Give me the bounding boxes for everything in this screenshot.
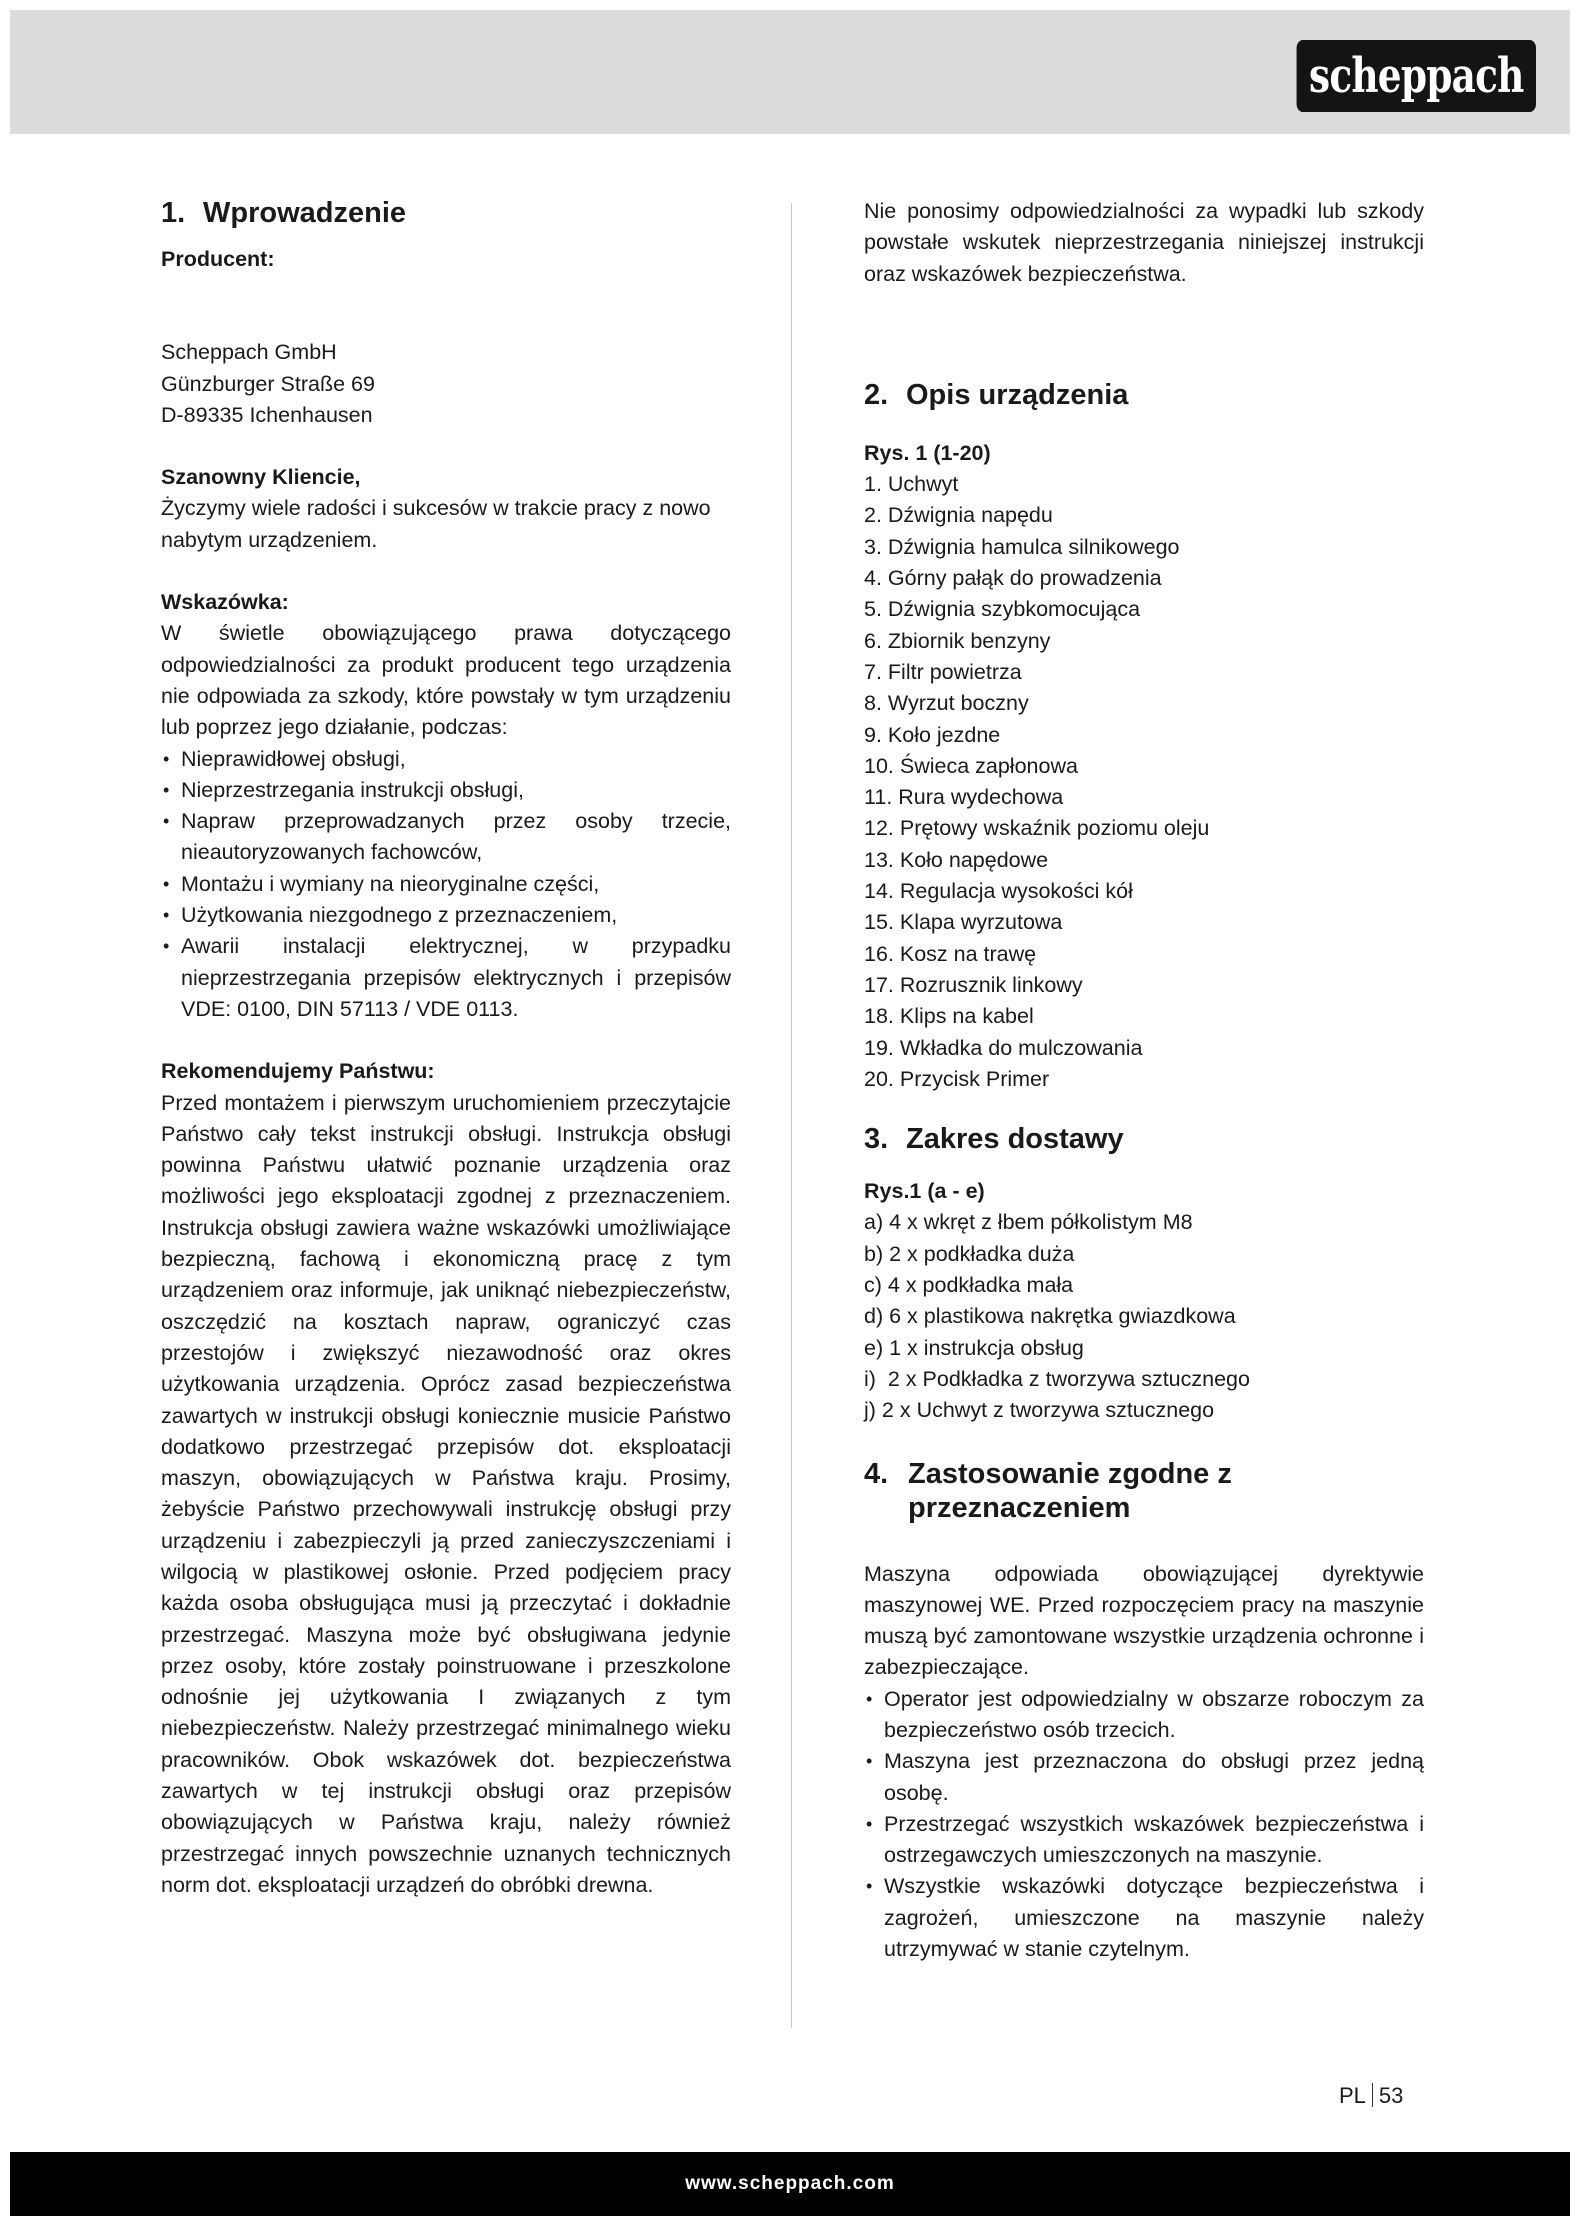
usage-text: Maszyna odpowiada obowiązującej dyrektywie maszynowej WE. Przed rozpoczęciem pracy na maszynie muszą być zamontowane wszystkie urządzenia ochronne i zabezpieczające. <box>864 1561 1424 1680</box>
left-column <box>161 196 731 1901</box>
list-item: d) 6 x plastikowa nakrętka gwiazdkowa <box>864 1304 1236 1329</box>
section-3-heading: 3. Zakres dostawy <box>864 1123 1124 1156</box>
list-item: a) 4 x wkręt z łbem półkolistym M8 <box>864 1210 1193 1235</box>
list-item: 3. Dźwignia hamulca silnikowego <box>864 534 1180 559</box>
list-item: • Użytkowania niezgodnego z przeznaczeniem, <box>161 900 731 931</box>
list-item: 15. Klapa wyrzutowa <box>864 910 1063 935</box>
list-item: i) 2 x Podkładka z tworzywa sztucznego <box>864 1366 1250 1391</box>
list-item: • Montażu i wymiany na nieoryginalne części, <box>161 869 731 900</box>
list-item: • Awarii instalacji elektrycznej, w przypadku nieprzestrzegania przepisów elektrycznych i przepisów VDE: 0100, DIN 57113 / VDE 0113. <box>161 931 731 1025</box>
list-item: j) 2 x Uchwyt z tworzywa sztucznego <box>864 1398 1215 1423</box>
column-divider <box>791 203 792 2028</box>
section-1-heading: 1. Wprowadzenie <box>161 197 407 229</box>
list-item: 14. Regulacja wysokości kół <box>864 879 1133 904</box>
list-item: 13. Koło napędowe <box>864 847 1049 872</box>
list-item: • Nieprzestrzegania instrukcji obsługi, <box>161 775 731 806</box>
note-text: W świetle obowiązującego prawa dotyczącego odpowiedzialności za produkt producent tego urządzenia nie odpowiada za szkody, które powstały w tym urządzeniu lub poprzez jego działanie, podczas: <box>161 621 731 740</box>
list-item: 8. Wyrzut boczny <box>864 691 1029 716</box>
website-link[interactable]: www.scheppach.com <box>685 2173 895 2194</box>
address-line: Günzburger Straße 69 <box>161 371 375 396</box>
address-line: D-89335 Ichenhausen <box>161 402 373 427</box>
list-item: 2. Dźwignia napędu <box>864 503 1053 528</box>
recommend-text: Przed montażem i pierwszym uruchomieniem przeczytajcie Państwo cały tekst instrukcji obsługi. Instrukcja obsługi powinna Państwu ułatwić poznanie urządzenia oraz możliwości jego eksploatacji zgodnej z przeznaczeniem. Instrukcja obsługi zawiera ważne wskazówki umożliwiające bezpieczną, fachową i ekonomiczną pracę z tym urządzeniem oraz informuje, jak uniknąć niebezpieczeństw, oszczędzić na kosztach napraw, ograniczyć czas przestojów i zwiększyć niezawodność oraz okres użytkowania urządzenia. Oprócz zasad bezpieczeństwa zawartych w instrukcji obsługi koniecznie musicie Państwo dodatkowo przestrzegać przepisów dot. eksploatacji maszyn, obowiązujących w Państwa kraju. Prosimy, żebyście Państwo przechowywali instrukcję obsługi przy urządzeniu i zabezpieczyli ją przed zanieczyszczeniami i wilgocią w plastikowej osłonie. Przed podjęciem pracy każda osoba obsługująca musi ją przeczytać i dokładnie przestrzegać. Maszyna może być obsługiwana jedynie przez osoby, które zostały poinstruowane i przeszkolone odnośnie jej użytkowania I związanych z tym niebezpieczeństw. Należy przestrzegać minimalnego wieku pracowników. Obok wskazówek dot. bezpieczeństwa zawartych w tej instrukcji obsługi oraz przepisów obowiązujących w Państwa kraju, należy również przestrzegać innych powszechnie uznanych technicznych norm dot. eksploatacji urządzeń do obróbki drewna. <box>161 1090 731 1897</box>
list-item: 18. Klips na kabel <box>864 1004 1034 1029</box>
recommend-title: Rekomendujemy Państwu: <box>161 1059 435 1084</box>
list-item: 4. Górny pałąk do prowadzenia <box>864 566 1162 591</box>
figure-1-label: Rys. 1 (1-20) <box>864 440 991 465</box>
liability-text: Nie ponosimy odpowiedzialności za wypadki lub szkody powstałe wskutek nieprzestrzegania niniejszej instrukcji oraz wskazówek bezpieczeństwa. <box>864 199 1424 286</box>
delivery-list <box>864 1207 1424 1426</box>
list-item: 20. Przycisk Primer <box>864 1066 1050 1091</box>
list-item: • Przestrzegać wszystkich wskazówek bezpieczeństwa i ostrzegawczych umieszczonych na maszynie. <box>864 1809 1424 1872</box>
list-item: • Operator jest odpowiedzialny w obszarze roboczym za bezpieczeństwo osób trzecich. <box>864 1684 1424 1747</box>
address-line: Scheppach GmbH <box>161 340 337 365</box>
list-item: 1. Uchwyt <box>864 472 959 497</box>
list-item: 12. Prętowy wskaźnik poziomu oleju <box>864 816 1210 841</box>
list-item: c) 4 x podkładka mała <box>864 1273 1074 1298</box>
producer-label: Producent: <box>161 247 275 271</box>
list-item: 17. Rozrusznik linkowy <box>864 972 1083 997</box>
header-band <box>10 10 1570 134</box>
note-list <box>161 744 731 1026</box>
list-item: • Napraw przeprowadzanych przez osoby trzecie, nieautoryzowanych fachowców, <box>161 806 731 869</box>
page-number: PL 53 <box>1339 2083 1404 2108</box>
figure-1b-label: Rys.1 (a - e) <box>864 1179 985 1204</box>
greeting-title: Szanowny Kliencie, <box>161 465 361 490</box>
list-item: b) 2 x podkładka duża <box>864 1241 1075 1266</box>
list-item: 7. Filtr powietrza <box>864 659 1022 684</box>
list-item: 10. Świeca zapłonowa <box>864 753 1078 778</box>
section-2-heading: 2. Opis urządzenia <box>864 378 1129 411</box>
section-4-heading: 4. Zastosowanie zgodne z przeznaczeniem <box>864 1457 1232 1524</box>
parts-list <box>864 469 1424 1095</box>
list-item: e) 1 x instrukcja obsług <box>864 1335 1084 1360</box>
scheppach-logo: scheppach <box>1297 40 1536 112</box>
footer-band <box>10 2152 1570 2216</box>
list-item: 11. Rura wydechowa <box>864 785 1064 810</box>
usage-list <box>864 1684 1424 1966</box>
list-item: 6. Zbiornik benzyny <box>864 628 1051 653</box>
list-item: • Maszyna jest przeznaczona do obsługi przez jedną osobę. <box>864 1746 1424 1809</box>
list-item: • Nieprawidłowej obsługi, <box>161 744 731 775</box>
greeting-text: Życzymy wiele radości i sukcesów w trakcie pracy z nowo nabytym urządzeniem. <box>161 496 711 552</box>
list-item: 16. Kosz na trawę <box>864 941 1037 966</box>
list-item: 5. Dźwignia szybkomocująca <box>864 597 1141 622</box>
right-column <box>864 196 1424 1965</box>
list-item: • Wszystkie wskazówki dotyczące bezpieczeństwa i zagrożeń, umieszczone na maszynie należy utrzymywać w stanie czytelnym. <box>864 1871 1424 1965</box>
list-item: 19. Wkładka do mulczowania <box>864 1035 1143 1060</box>
note-title: Wskazówka: <box>161 590 289 615</box>
list-item: 9. Koło jezdne <box>864 722 1001 747</box>
